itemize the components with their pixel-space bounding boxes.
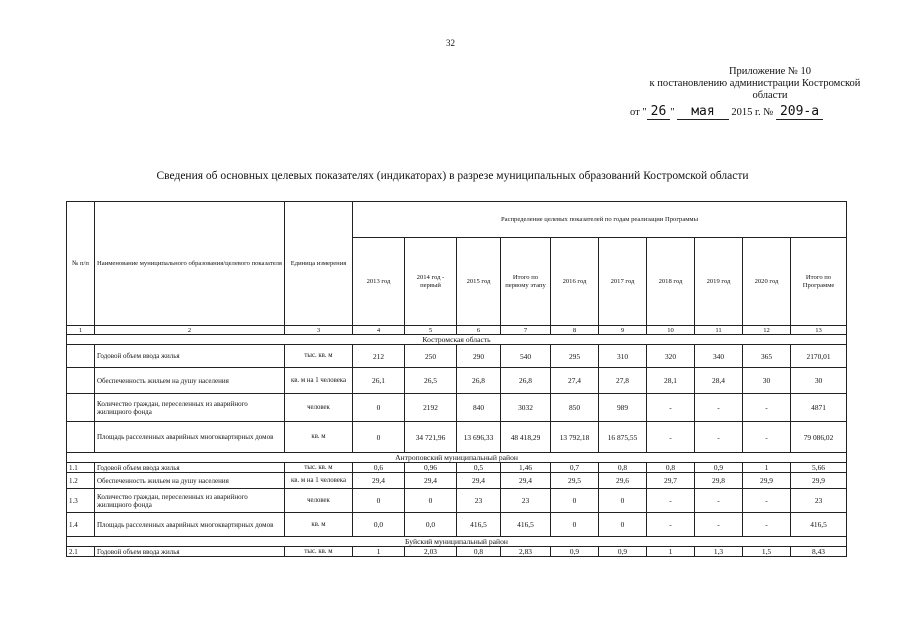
antropovo-rows (67, 463, 847, 537)
value-cell: 0 (599, 513, 647, 537)
value-cell: 2192 (405, 394, 457, 422)
date-year: 2015 г. № (731, 107, 774, 118)
value-cell: - (743, 422, 791, 453)
value-cell: 540 (501, 345, 551, 368)
value-cell: - (695, 394, 743, 422)
value-cell: 4871 (791, 394, 847, 422)
value-cell: 0,0 (405, 513, 457, 537)
value-cell: 0 (353, 489, 405, 513)
unit-cell: кв. м на 1 человека (285, 368, 353, 394)
value-cell: 27,4 (551, 368, 599, 394)
value-cell: 416,5 (791, 513, 847, 537)
column-number: 4 (353, 326, 405, 335)
value-cell: 0 (353, 422, 405, 453)
value-cell: 23 (501, 489, 551, 513)
decree-date-line (630, 104, 823, 119)
value-cell: 26,8 (501, 368, 551, 394)
date-month: мая (677, 104, 728, 120)
value-cell: 0,9 (695, 463, 743, 473)
value-cell: 28,1 (647, 368, 695, 394)
header-no: № п/п (67, 202, 95, 326)
value-cell: 416,5 (501, 513, 551, 537)
value-cell: - (647, 422, 695, 453)
section-header-buy: Буйский муниципальный район (67, 537, 847, 547)
row-id: 1.4 (67, 513, 95, 537)
value-cell: 365 (743, 345, 791, 368)
value-cell: 30 (743, 368, 791, 394)
value-cell: 5,66 (791, 463, 847, 473)
header-year: Итого по Программе (791, 238, 847, 326)
value-cell: 29,4 (457, 473, 501, 489)
header-year: Итого по первому этапу (501, 238, 551, 326)
indicator-name: Количество граждан, переселенных из аварийного жилищного фонда (95, 489, 285, 513)
value-cell: 29,6 (599, 473, 647, 489)
row-id: 1.2 (67, 473, 95, 489)
value-cell: - (743, 394, 791, 422)
value-cell: 1,46 (501, 463, 551, 473)
table-row (67, 489, 847, 513)
header-year: 2016 год (551, 238, 599, 326)
indicator-name: Обеспеченность жильем на душу населения (95, 368, 285, 394)
value-cell: 29,4 (353, 473, 405, 489)
indicator-name: Годовой объем ввода жилья (95, 547, 285, 557)
value-cell: 295 (551, 345, 599, 368)
value-cell: 1 (743, 463, 791, 473)
decree-label: к постановлению администрации Костромской (649, 78, 861, 89)
region-rows (67, 345, 847, 453)
value-cell: 0,9 (551, 547, 599, 557)
unit-cell: тыс. кв. м (285, 463, 353, 473)
value-cell: 0,0 (353, 513, 405, 537)
row-id (67, 422, 95, 453)
value-cell: 250 (405, 345, 457, 368)
value-cell: 30 (791, 368, 847, 394)
value-cell: 0,9 (599, 547, 647, 557)
row-id: 2.1 (67, 547, 95, 557)
value-cell: 29,4 (405, 473, 457, 489)
unit-cell: человек (285, 489, 353, 513)
value-cell: 1,5 (743, 547, 791, 557)
header-year: 2015 год (457, 238, 501, 326)
column-number: 3 (285, 326, 353, 335)
value-cell: 3032 (501, 394, 551, 422)
row-id (67, 368, 95, 394)
value-cell: 29,4 (501, 473, 551, 489)
value-cell: 340 (695, 345, 743, 368)
unit-cell: тыс. кв. м (285, 345, 353, 368)
value-cell: 2,83 (501, 547, 551, 557)
value-cell: 0 (551, 513, 599, 537)
document-title: Сведения об основных целевых показателях (индикаторах) в разрезе муниципальных образований Костромской области (156, 170, 749, 182)
value-cell: 0,8 (457, 547, 501, 557)
section-header-region: Костромская область (67, 335, 847, 345)
value-cell: 0,8 (647, 463, 695, 473)
value-cell: - (647, 394, 695, 422)
value-cell: 2170,01 (791, 345, 847, 368)
value-cell: 79 086,02 (791, 422, 847, 453)
value-cell: - (695, 422, 743, 453)
value-cell: 0,5 (457, 463, 501, 473)
column-number: 13 (791, 326, 847, 335)
indicator-name: Площадь расселенных аварийных многоквартирных домов (95, 513, 285, 537)
value-cell: - (695, 489, 743, 513)
indicators-table (66, 201, 847, 557)
value-cell: 28,4 (695, 368, 743, 394)
value-cell: 26,5 (405, 368, 457, 394)
value-cell: 34 721,96 (405, 422, 457, 453)
value-cell: 416,5 (457, 513, 501, 537)
value-cell: 26,1 (353, 368, 405, 394)
unit-cell: кв. м на 1 человека (285, 473, 353, 489)
column-number: 9 (599, 326, 647, 335)
value-cell: 0,8 (599, 463, 647, 473)
value-cell: 13 792,18 (551, 422, 599, 453)
value-cell: 29,5 (551, 473, 599, 489)
value-cell: 1 (647, 547, 695, 557)
column-number: 8 (551, 326, 599, 335)
row-id: 1.1 (67, 463, 95, 473)
header-name: Наименование муниципального образования/целевого показателя (95, 202, 285, 326)
column-number: 5 (405, 326, 457, 335)
header-unit: Единица измерения (285, 202, 353, 326)
indicator-name: Годовой объем ввода жилья (95, 345, 285, 368)
column-number: 12 (743, 326, 791, 335)
unit-cell: тыс. кв. м (285, 547, 353, 557)
table-row (67, 368, 847, 394)
column-number: 10 (647, 326, 695, 335)
region-label: области (752, 90, 788, 101)
value-cell: - (647, 513, 695, 537)
value-cell: - (695, 513, 743, 537)
value-cell: 840 (457, 394, 501, 422)
column-number: 1 (67, 326, 95, 335)
value-cell: 13 696,33 (457, 422, 501, 453)
value-cell: 29,7 (647, 473, 695, 489)
value-cell: 29,9 (743, 473, 791, 489)
value-cell: 0 (599, 489, 647, 513)
value-cell: 0,96 (405, 463, 457, 473)
table-row (67, 473, 847, 489)
value-cell: 320 (647, 345, 695, 368)
value-cell: - (743, 489, 791, 513)
table-row (67, 422, 847, 453)
value-cell: - (743, 513, 791, 537)
value-cell: 850 (551, 394, 599, 422)
value-cell: 26,8 (457, 368, 501, 394)
value-cell: 8,43 (791, 547, 847, 557)
value-cell: - (647, 489, 695, 513)
header-year: 2019 год (695, 238, 743, 326)
column-number: 7 (501, 326, 551, 335)
value-cell: 2,03 (405, 547, 457, 557)
value-cell: 290 (457, 345, 501, 368)
appendix-label: Приложение № 10 (728, 66, 812, 77)
value-cell: 23 (457, 489, 501, 513)
header-year: 2017 год (599, 238, 647, 326)
value-cell: 1 (353, 547, 405, 557)
table-row (67, 547, 847, 557)
value-cell: 0 (405, 489, 457, 513)
section-header-antropovo: Антроповский муниципальный район (67, 453, 847, 463)
unit-cell: кв. м (285, 513, 353, 537)
date-day: 26 (647, 104, 671, 120)
value-cell: 0 (551, 489, 599, 513)
value-cell: 29,8 (695, 473, 743, 489)
row-id (67, 345, 95, 368)
decree-number: 209-а (776, 104, 823, 120)
value-cell: 29,9 (791, 473, 847, 489)
value-cell: 23 (791, 489, 847, 513)
value-cell: 0,7 (551, 463, 599, 473)
page-number: 32 (446, 38, 455, 48)
table-row (67, 394, 847, 422)
indicator-name: Количество граждан, переселенных из аварийного жилищного фонда (95, 394, 285, 422)
unit-cell: человек (285, 394, 353, 422)
table-row (67, 345, 847, 368)
column-number-row (67, 326, 847, 335)
header-year: 2020 год (743, 238, 791, 326)
column-number: 11 (695, 326, 743, 335)
value-cell: 27,8 (599, 368, 647, 394)
value-cell: 1,3 (695, 547, 743, 557)
date-prefix: от " (630, 107, 647, 118)
date-quote: " (670, 107, 675, 118)
value-cell: 212 (353, 345, 405, 368)
row-id: 1.3 (67, 489, 95, 513)
value-cell: 0 (353, 394, 405, 422)
value-cell: 16 875,55 (599, 422, 647, 453)
header-year: 2013 год (353, 238, 405, 326)
table-row (67, 513, 847, 537)
header-year-group: Распределение целевых показателей по годам реализации Программы (353, 202, 847, 238)
indicator-name: Годовой объем ввода жилья (95, 463, 285, 473)
unit-cell: кв. м (285, 422, 353, 453)
indicator-name: Обеспеченность жильем на душу населения (95, 473, 285, 489)
value-cell: 0,6 (353, 463, 405, 473)
header-year: 2014 год - первый (405, 238, 457, 326)
table-row (67, 463, 847, 473)
indicator-name: Площадь расселенных аварийных многоквартирных домов (95, 422, 285, 453)
row-id (67, 394, 95, 422)
header-year: 2018 год (647, 238, 695, 326)
value-cell: 989 (599, 394, 647, 422)
column-number: 6 (457, 326, 501, 335)
value-cell: 310 (599, 345, 647, 368)
value-cell: 48 418,29 (501, 422, 551, 453)
buy-rows (67, 547, 847, 557)
column-number: 2 (95, 326, 285, 335)
